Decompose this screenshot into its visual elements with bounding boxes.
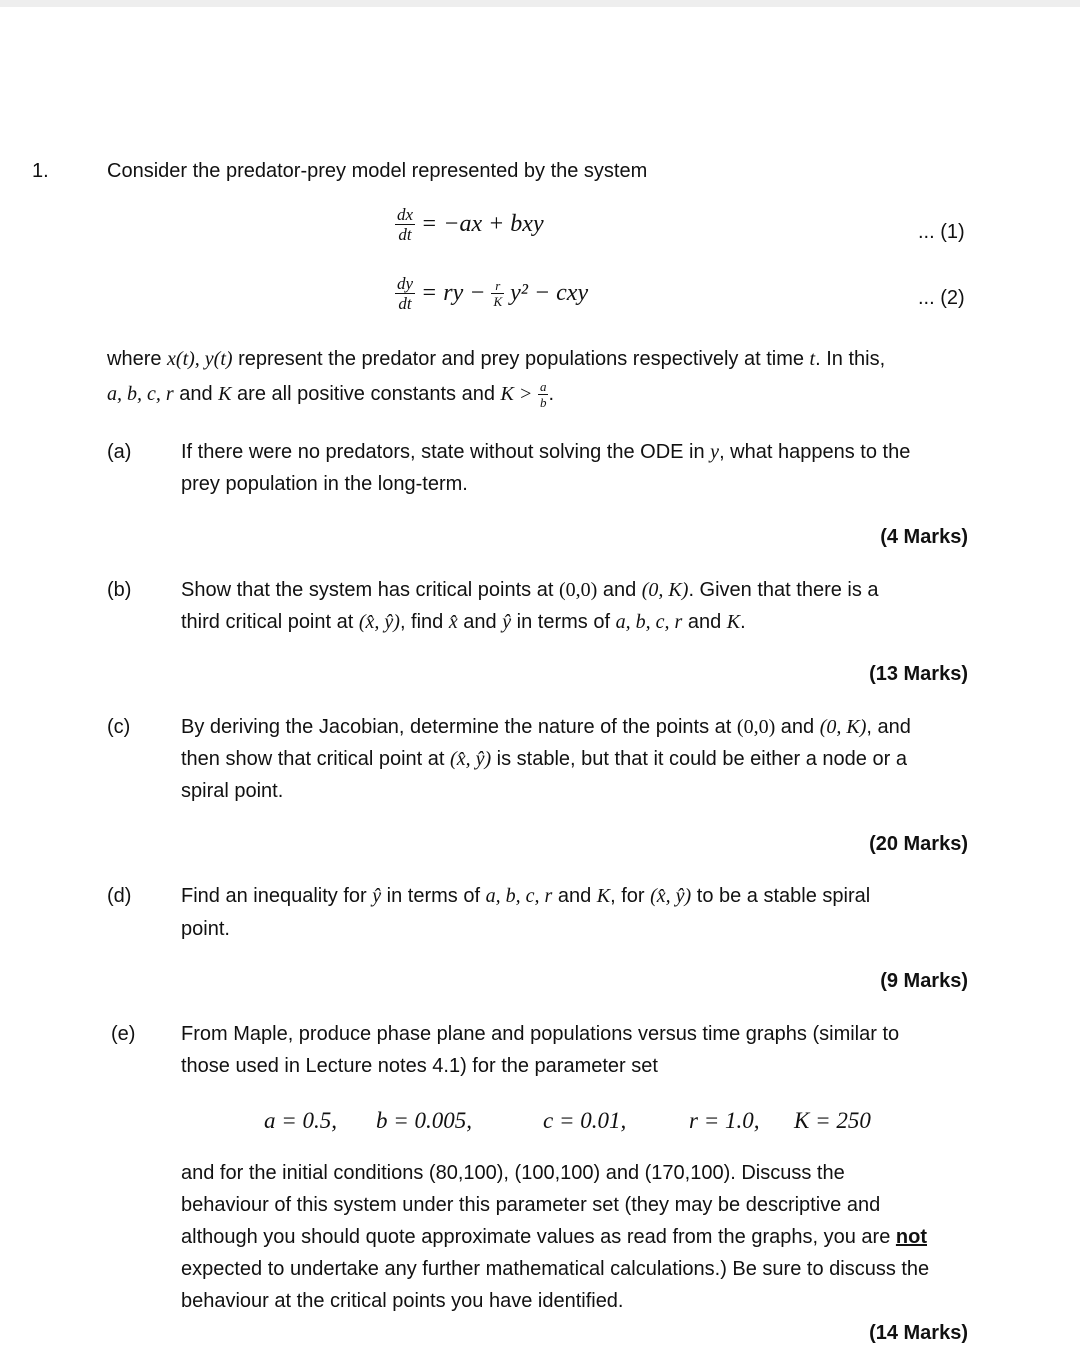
equation-1 (395, 206, 544, 243)
part-d-marks: (9 Marks) (880, 970, 968, 992)
equation-2-fraction: $\frac{r}{K}$ (493, 278, 503, 309)
part-e-line-6: expected to undertake any further mathematical calculations.) Be sure to discuss the (181, 1258, 930, 1280)
top-band (0, 0, 1080, 7)
part-d-line-1: Find an inequality for ŷ in terms of a, b, c, r and K, for (x̂, ŷ) to be a stable spiral (181, 885, 871, 907)
part-e-line-5: although you should quote approximate values as read from the graphs, you are not (181, 1226, 927, 1248)
part-b-line-2: third critical point at (x̂, ŷ), find x̂ and ŷ in terms of a, b, c, r and K. (181, 611, 746, 633)
part-a-label: (a) (107, 441, 132, 463)
where-line-2: a, b, c, r and K are all positive constants and K > $\frac{a}{b}$ . (107, 379, 555, 411)
part-e-label: (e) (111, 1023, 136, 1045)
part-c-line-3: spiral point. (181, 780, 284, 802)
question-number: 1. (32, 160, 49, 182)
part-a-marks: (4 Marks) (880, 526, 968, 548)
where-fraction: $\frac{a}{b}$ (539, 379, 547, 411)
part-b-line-1: Show that the system has critical points at (0,0) and (0, K). Given that there is a (181, 579, 879, 601)
param-r: r = 1.0, (689, 1108, 760, 1133)
part-c-label: (c) (107, 716, 131, 738)
where-line-1: where x(t), y(t) represent the predator and prey populations respectively at time t. In this, (107, 348, 886, 370)
part-a-line-1: If there were no predators, state without solving the ODE in y, what happens to the (181, 441, 911, 463)
question-intro: Consider the predator-prey model represented by the system (107, 160, 648, 182)
equation-1-label: ... (1) (918, 221, 965, 243)
part-e-line-2: those used in Lecture notes 4.1) for the parameter set (181, 1055, 658, 1077)
part-c-line-1: By deriving the Jacobian, determine the nature of the points at (0,0) and (0, K), and (181, 716, 911, 738)
param-K: K = 250 (794, 1108, 871, 1133)
part-b-marks: (13 Marks) (869, 663, 968, 685)
equation-2-derivative: $\frac{dy}{dt}$ (397, 274, 414, 313)
part-e-marks: (14 Marks) (869, 1322, 968, 1344)
param-c: c = 0.01, (543, 1108, 627, 1133)
part-e-line-1: From Maple, produce phase plane and populations versus time graphs (similar to (181, 1023, 900, 1045)
part-d-line-2: point. (181, 918, 230, 940)
equation-2-rhs-b: y² − cxy (510, 280, 589, 306)
part-d-label: (d) (107, 885, 132, 907)
part-a-line-2: prey population in the long-term. (181, 473, 468, 495)
equation-2-label: ... (2) (918, 287, 965, 309)
part-c-line-2: then show that critical point at (x̂, ŷ) is stable, but that it could be either a node or a (181, 748, 907, 770)
part-c-marks: (20 Marks) (869, 833, 968, 855)
equation-1-rhs: = −ax + bxy (421, 211, 544, 237)
equation-2 (395, 275, 588, 312)
equation-1-derivative: $\frac{dx}{dt}$ (397, 205, 414, 244)
emphasis-not: not (895, 1226, 927, 1248)
part-b-label: (b) (107, 579, 132, 601)
part-e-line-7: behaviour at the critical points you have identified. (181, 1290, 624, 1312)
param-a: a = 0.5, (264, 1108, 338, 1133)
part-e-line-3: and for the initial conditions (80,100), (100,100) and (170,100). Discuss the (181, 1162, 845, 1184)
equation-2-rhs-a: = ry − (421, 280, 486, 306)
param-b: b = 0.005, (376, 1108, 473, 1133)
part-e-line-4: behaviour of this system under this parameter set (they may be descriptive and (181, 1194, 881, 1216)
